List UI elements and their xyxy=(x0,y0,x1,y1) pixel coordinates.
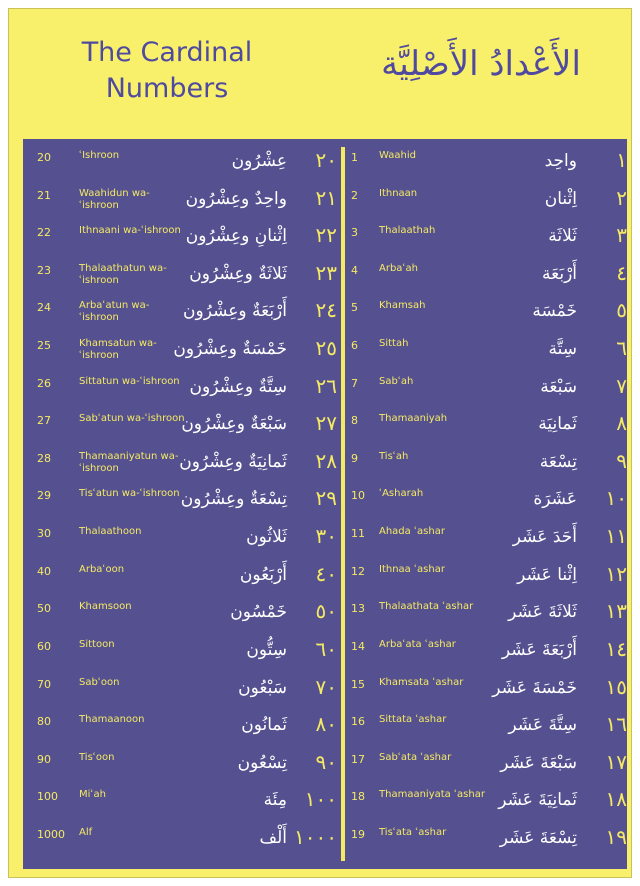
number-row xyxy=(351,598,627,635)
transliteration: Arbaʿata ʿashar xyxy=(379,638,456,650)
number-value: 3 xyxy=(351,226,358,240)
transliteration: Arbaʿoon xyxy=(79,563,125,575)
transliteration: Tisʿata ʿashar xyxy=(379,826,447,838)
number-row xyxy=(37,786,337,823)
arabic-word: ثَمانِيَة xyxy=(538,414,577,435)
transliteration: Arbaʿatun wa-ʿishroon xyxy=(79,300,150,324)
number-value: 27 xyxy=(37,414,51,428)
transliteration: Thamaanoon xyxy=(79,714,145,726)
arabic-numeral: ٢٦ xyxy=(315,373,337,398)
number-value: 25 xyxy=(37,339,51,353)
number-row xyxy=(37,410,337,447)
transliteration: Thalaathah xyxy=(379,225,436,237)
arabic-word: اِثْنا عَشَر xyxy=(517,564,577,585)
number-row xyxy=(37,561,337,598)
number-row xyxy=(37,448,337,485)
transliteration: Thalaathoon xyxy=(79,526,142,538)
arabic-word: ثَلاثُون xyxy=(246,527,287,548)
arabic-numeral: ١٧ xyxy=(605,749,627,774)
arabic-word: ثَمانِيَةٌ وعِشْرُون xyxy=(179,451,287,472)
number-value: 15 xyxy=(351,677,365,691)
transliteration: Thalaathata ʿashar xyxy=(379,601,474,613)
transliteration: Tisʿah xyxy=(379,450,409,462)
number-row xyxy=(37,636,337,673)
number-value: 21 xyxy=(37,188,51,202)
number-value: 80 xyxy=(37,715,51,729)
transliteration: Sittah xyxy=(379,338,409,350)
transliteration: Sittoon xyxy=(79,638,115,650)
arabic-numeral: ١٢ xyxy=(605,561,627,586)
number-value: 70 xyxy=(37,677,51,691)
number-value: 8 xyxy=(351,414,358,428)
arabic-numeral: ٥ xyxy=(616,298,627,323)
transliteration: Miʾah xyxy=(79,789,106,801)
number-row xyxy=(351,674,627,711)
arabic-word: سِتَّةٌ وعِشْرُون xyxy=(189,376,287,397)
number-row xyxy=(37,297,337,334)
arabic-word: سَبْعَة xyxy=(540,376,577,397)
number-value: 13 xyxy=(351,602,365,616)
cardinal-numbers-card xyxy=(8,8,632,878)
arabic-word: تِسْعُون xyxy=(237,752,287,773)
arabic-word: مِئَة xyxy=(263,790,287,811)
number-value: 1000 xyxy=(37,827,65,841)
number-row xyxy=(37,711,337,748)
number-row xyxy=(351,185,627,222)
transliteration: Khamsata ʿashar xyxy=(379,676,464,688)
arabic-numeral: ٢٠ xyxy=(315,148,337,172)
arabic-word: سِتَّةَ عَشَر xyxy=(508,715,577,736)
number-row xyxy=(351,561,627,598)
arabic-word: أَرْبَعَةَ عَشَر xyxy=(501,639,577,660)
arabic-numeral: ٩ xyxy=(616,448,627,473)
number-value: 90 xyxy=(37,752,51,766)
number-value: 6 xyxy=(351,339,358,353)
number-row xyxy=(351,297,627,334)
transliteration: Thamaaniyah xyxy=(379,413,448,425)
right-column xyxy=(351,147,627,861)
arabic-numeral: ١٠٠٠ xyxy=(294,824,337,849)
arabic-numeral: ٦ xyxy=(616,336,627,361)
arabic-word: عَشَرَة xyxy=(533,489,577,510)
transliteration: Ithnaan xyxy=(379,187,418,199)
arabic-word: واحِد xyxy=(544,151,577,171)
number-row xyxy=(37,260,337,297)
arabic-numeral: ١١ xyxy=(605,524,627,549)
arabic-numeral: ٥٠ xyxy=(315,599,337,624)
number-row xyxy=(351,786,627,823)
transliteration: Tisʿoon xyxy=(79,751,115,763)
transliteration: Thamaaniyata ʿashar xyxy=(379,789,485,801)
number-value: 14 xyxy=(351,639,365,653)
transliteration: Waahid xyxy=(379,150,416,161)
number-row xyxy=(351,373,627,410)
title-english-line-2: Numbers xyxy=(105,73,229,104)
number-row xyxy=(37,523,337,560)
arabic-word: سِتُّون xyxy=(246,639,287,660)
number-value: 10 xyxy=(351,489,365,503)
arabic-word: أَرْبَعُون xyxy=(239,564,287,585)
arabic-numeral: ٢٢ xyxy=(315,223,337,248)
title-arabic: الأَعْدادُ الأَصْلِيَّة xyxy=(381,44,581,84)
number-value: 5 xyxy=(351,301,358,315)
number-row xyxy=(351,485,627,522)
number-row xyxy=(351,222,627,259)
left-column xyxy=(37,147,337,861)
number-row xyxy=(351,410,627,447)
transliteration: Sabʿah xyxy=(379,375,414,387)
number-row xyxy=(351,636,627,673)
arabic-numeral: ٢٥ xyxy=(315,336,337,361)
number-value: 100 xyxy=(37,790,58,804)
arabic-numeral: ١٤ xyxy=(605,636,627,661)
arabic-word: اِثْنانِ وعِشْرُون xyxy=(185,226,287,247)
transliteration: Arbaʿah xyxy=(379,262,418,274)
number-value: 17 xyxy=(351,752,365,766)
number-value: 9 xyxy=(351,451,358,465)
number-row xyxy=(37,185,337,222)
arabic-word: سِتَّة xyxy=(548,339,577,360)
number-row xyxy=(37,824,337,861)
number-row xyxy=(351,749,627,786)
arabic-numeral: ٢٣ xyxy=(315,260,337,285)
number-value: 50 xyxy=(37,602,51,616)
arabic-numeral: ٦٠ xyxy=(315,636,337,661)
arabic-word: سَبْعَةَ عَشَر xyxy=(500,752,577,773)
number-value: 16 xyxy=(351,715,365,729)
number-row xyxy=(37,674,337,711)
arabic-word: واحِدٌ وعِشْرُون xyxy=(185,188,287,209)
number-value: 18 xyxy=(351,790,365,804)
number-row xyxy=(37,598,337,635)
number-value: 40 xyxy=(37,564,51,578)
transliteration: ʿIshroon xyxy=(79,150,120,161)
arabic-word: ثَمانُون xyxy=(241,715,287,736)
arabic-numeral: ٤ xyxy=(616,260,627,285)
transliteration: Ithnaani wa-ʿishroon xyxy=(79,225,181,237)
number-value: 23 xyxy=(37,263,51,277)
arabic-word: تِسْعَةَ عَشَر xyxy=(499,827,577,848)
number-row xyxy=(351,147,627,184)
number-value: 20 xyxy=(37,151,51,164)
arabic-word: سَبْعُون xyxy=(238,677,287,698)
number-row xyxy=(37,485,337,522)
arabic-numeral: ٢٩ xyxy=(315,486,337,511)
transliteration: Sittata ʿashar xyxy=(379,714,447,726)
number-value: 7 xyxy=(351,376,358,390)
title-english-line-1: The Cardinal xyxy=(81,37,253,68)
arabic-numeral: ٩٠ xyxy=(315,749,337,774)
arabic-word: تِسْعَة xyxy=(539,451,577,472)
transliteration: Khamsatun wa-ʿishroon xyxy=(79,338,157,362)
column-divider xyxy=(341,147,345,861)
arabic-numeral: ١٦ xyxy=(605,712,627,737)
number-value: 4 xyxy=(351,263,358,277)
arabic-word: عِشْرُون xyxy=(231,151,287,171)
number-row xyxy=(37,147,337,184)
number-row xyxy=(37,749,337,786)
number-row xyxy=(37,222,337,259)
arabic-numeral: ١٨ xyxy=(605,787,627,812)
arabic-numeral: ١ xyxy=(616,148,627,172)
transliteration: Thamaaniyatun wa-ʿishroon xyxy=(79,450,179,474)
number-value: 22 xyxy=(37,226,51,240)
transliteration: Sabʿatun wa-ʿishroon xyxy=(79,413,185,425)
arabic-numeral: ٣٠ xyxy=(315,524,337,549)
transliteration: Khamsoon xyxy=(79,601,132,613)
number-row xyxy=(37,335,337,372)
arabic-word: ثَلاثَةَ عَشَر xyxy=(508,602,577,623)
arabic-numeral: ٨ xyxy=(616,411,627,436)
arabic-word: خَمْسُون xyxy=(230,602,287,623)
arabic-numeral: ٤٠ xyxy=(315,561,337,586)
number-row xyxy=(351,448,627,485)
transliteration: Ithnaa ʿashar xyxy=(379,563,445,575)
arabic-word: ثَمانِيَةَ عَشَر xyxy=(498,790,577,811)
number-value: 19 xyxy=(351,827,365,841)
transliteration: Ahada ʿashar xyxy=(379,526,445,538)
arabic-word: ثَلاثَة xyxy=(548,226,577,247)
number-row xyxy=(351,711,627,748)
transliteration: ʿAsharah xyxy=(379,488,424,500)
arabic-word: أَرْبَعَة xyxy=(542,263,577,284)
number-row xyxy=(351,260,627,297)
arabic-numeral: ٧٠ xyxy=(315,674,337,699)
arabic-numeral: ٣ xyxy=(616,223,627,248)
arabic-numeral: ٢١ xyxy=(315,185,337,210)
number-value: 30 xyxy=(37,527,51,541)
number-value: 1 xyxy=(351,151,358,164)
arabic-numeral: ٧ xyxy=(616,373,627,398)
arabic-numeral: ١٣ xyxy=(605,599,627,624)
transliteration: Sabʿoon xyxy=(79,676,120,688)
numbers-panel xyxy=(23,139,627,869)
number-value: 12 xyxy=(351,564,365,578)
arabic-word: سَبْعَةٌ وعِشْرُون xyxy=(181,414,287,435)
arabic-word: تِسْعَةٌ وعِشْرُون xyxy=(180,489,287,510)
transliteration: Alf xyxy=(79,826,93,838)
number-row xyxy=(351,523,627,560)
arabic-numeral: ٨٠ xyxy=(315,712,337,737)
number-row xyxy=(37,373,337,410)
number-value: 24 xyxy=(37,301,51,315)
arabic-word: اِثْنان xyxy=(544,188,577,209)
number-row xyxy=(351,824,627,861)
transliteration: Sittatun wa-ʿishroon xyxy=(79,375,180,387)
number-value: 11 xyxy=(351,527,365,541)
arabic-word: خَمْسَة xyxy=(532,301,577,322)
number-value: 29 xyxy=(37,489,51,503)
arabic-word: خَمْسَةٌ وعِشْرُون xyxy=(173,339,287,360)
arabic-numeral: ٢٤ xyxy=(315,298,337,323)
number-value: 2 xyxy=(351,188,358,202)
arabic-word: ثَلاثَةٌ وعِشْرُون xyxy=(189,263,287,284)
transliteration: Tisʿatun wa-ʿishroon xyxy=(79,488,180,500)
arabic-numeral: ٢٨ xyxy=(315,448,337,473)
title-english xyxy=(67,35,267,107)
arabic-numeral: ١٠ xyxy=(605,486,627,511)
number-value: 26 xyxy=(37,376,51,390)
arabic-numeral: ١٩ xyxy=(605,824,627,849)
arabic-word: خَمْسَةَ عَشَر xyxy=(492,677,577,698)
arabic-numeral: ١٥ xyxy=(605,674,627,699)
arabic-word: أَحَدَ عَشَر xyxy=(512,527,577,548)
arabic-word: أَلْف xyxy=(259,827,287,848)
transliteration: Khamsah xyxy=(379,300,426,312)
transliteration: Waahidun wa-ʿishroon xyxy=(79,187,150,211)
number-row xyxy=(351,335,627,372)
arabic-word: أَرْبَعَةٌ وعِشْرُون xyxy=(183,301,287,322)
arabic-numeral: ٢ xyxy=(616,185,627,210)
transliteration: Sabʿata ʿashar xyxy=(379,751,452,763)
transliteration: Thalaathatun wa-ʿishroon xyxy=(79,262,167,286)
arabic-numeral: ١٠٠ xyxy=(304,787,337,812)
number-value: 60 xyxy=(37,639,51,653)
arabic-numeral: ٢٧ xyxy=(315,411,337,436)
number-value: 28 xyxy=(37,451,51,465)
